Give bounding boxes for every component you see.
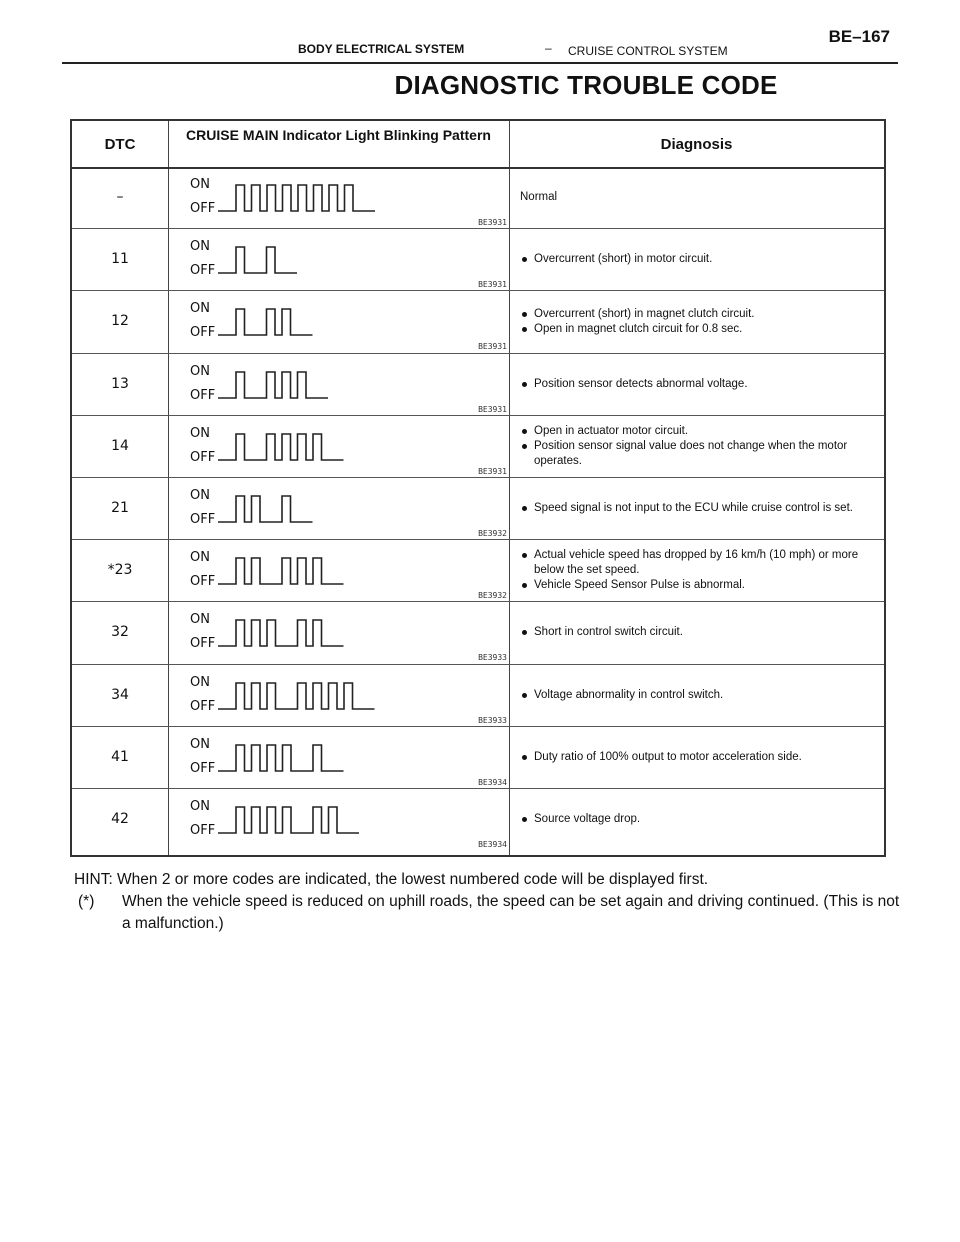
waveform-graphic bbox=[218, 430, 438, 466]
on-label: ON bbox=[190, 550, 210, 566]
figure-code: BE3932 bbox=[478, 591, 507, 601]
off-label: OFF bbox=[190, 760, 216, 776]
dtc-code: 32 bbox=[111, 624, 129, 641]
hint-text: HINT: When 2 or more codes are indicated, the lowest numbered code will be displayed first. bbox=[74, 871, 709, 888]
footnote-mark: (*) bbox=[78, 893, 95, 910]
waveform-line bbox=[218, 620, 344, 646]
on-label: ON bbox=[190, 674, 210, 690]
waveform-graphic bbox=[218, 803, 438, 839]
dtc-table bbox=[70, 119, 886, 857]
figure-code: BE3931 bbox=[478, 342, 507, 352]
dtc-code: 12 bbox=[111, 313, 129, 330]
table-row bbox=[72, 229, 884, 291]
waveform-line bbox=[218, 434, 344, 460]
blinking-pattern bbox=[182, 610, 507, 663]
table-row bbox=[72, 727, 884, 789]
waveform-line bbox=[218, 807, 359, 833]
off-label: OFF bbox=[190, 698, 216, 714]
header-blinking-pattern: CRUISE MAIN Indicator Light Blinking Pattern bbox=[186, 127, 491, 143]
waveform-line bbox=[218, 558, 344, 584]
header-separator: – bbox=[545, 41, 552, 55]
diagnosis-cell bbox=[520, 606, 878, 659]
blinking-pattern bbox=[182, 237, 507, 290]
figure-code: BE3933 bbox=[478, 653, 507, 663]
table-row bbox=[72, 291, 884, 353]
diagnosis-item: Position sensor detects abnormal voltage. bbox=[520, 377, 878, 392]
table-row bbox=[72, 789, 884, 851]
figure-code: BE3932 bbox=[478, 528, 507, 538]
blinking-pattern bbox=[182, 548, 507, 601]
waveform-graphic bbox=[218, 305, 438, 341]
table-row bbox=[72, 665, 884, 727]
table-row bbox=[72, 354, 884, 416]
waveform-graphic bbox=[218, 492, 438, 528]
blinking-pattern bbox=[182, 486, 507, 536]
blinking-pattern bbox=[182, 797, 507, 847]
waveform-line bbox=[218, 185, 375, 211]
diagnosis-item: Actual vehicle speed has dropped by 16 km/h (10 mph) or more below the set speed. bbox=[520, 548, 878, 578]
off-label: OFF bbox=[190, 511, 216, 527]
dtc-code: *23 bbox=[107, 562, 133, 579]
page-header bbox=[62, 24, 898, 64]
footnote-text: When the vehicle speed is reduced on uphill roads, the speed can be set again and driving continued. (This is not a malfunction.) bbox=[122, 893, 900, 932]
on-label: ON bbox=[190, 425, 210, 441]
dtc-code: 14 bbox=[111, 437, 129, 454]
diagnosis-item: Open in actuator motor circuit. bbox=[520, 424, 878, 439]
diagnosis-item: Vehicle Speed Sensor Pulse is abnormal. bbox=[520, 578, 878, 593]
waveform-line bbox=[218, 372, 328, 398]
waveform-graphic bbox=[218, 741, 438, 777]
blinking-pattern bbox=[182, 175, 507, 225]
dtc-code: – bbox=[116, 189, 124, 205]
diagnosis-item: Short in control switch circuit. bbox=[520, 625, 878, 640]
dtc-code: 21 bbox=[111, 499, 129, 516]
off-label: OFF bbox=[190, 449, 216, 465]
blinking-pattern bbox=[182, 735, 507, 785]
figure-code: BE3931 bbox=[478, 466, 507, 476]
blinking-pattern bbox=[182, 673, 507, 723]
off-label: OFF bbox=[190, 201, 216, 216]
table-row bbox=[72, 416, 884, 478]
off-label: OFF bbox=[190, 263, 216, 279]
diagnosis-item: Duty ratio of 100% output to motor acceleration side. bbox=[520, 750, 878, 765]
waveform-graphic bbox=[218, 181, 438, 217]
subsystem-name: CRUISE CONTROL SYSTEM bbox=[568, 44, 728, 58]
figure-code: BE3931 bbox=[478, 280, 507, 290]
on-label: ON bbox=[190, 363, 210, 379]
table-row bbox=[72, 540, 884, 602]
diagnosis-item: Source voltage drop. bbox=[520, 812, 878, 827]
waveform-line bbox=[218, 496, 313, 522]
diagnosis-item: Overcurrent (short) in magnet clutch circuit. bbox=[520, 307, 878, 322]
on-label: ON bbox=[190, 177, 210, 192]
table-row bbox=[72, 602, 884, 664]
system-name: BODY ELECTRICAL SYSTEM bbox=[298, 42, 465, 56]
blinking-pattern bbox=[182, 299, 507, 352]
diagnosis-cell bbox=[520, 420, 878, 473]
header-dtc: DTC bbox=[104, 136, 136, 153]
waveform-graphic bbox=[218, 243, 438, 279]
figure-code: BE3931 bbox=[478, 404, 507, 414]
off-label: OFF bbox=[190, 325, 216, 341]
on-label: ON bbox=[190, 736, 210, 752]
waveform-graphic bbox=[218, 554, 438, 590]
off-label: OFF bbox=[190, 387, 216, 403]
header-diagnosis: Diagnosis bbox=[660, 136, 733, 153]
waveform-graphic bbox=[218, 679, 438, 715]
waveform-line bbox=[218, 309, 313, 335]
diagnosis-cell bbox=[520, 358, 878, 411]
off-label: OFF bbox=[190, 574, 216, 590]
diagnosis-cell bbox=[520, 482, 878, 535]
diagnosis-item: Speed signal is not input to the ECU while cruise control is set. bbox=[520, 501, 878, 516]
diagnosis-item: Position sensor signal value does not change when the motor operates. bbox=[520, 439, 878, 469]
diagnosis-item: Voltage abnormality in control switch. bbox=[520, 688, 878, 703]
diagnosis-text: Normal bbox=[520, 191, 558, 204]
page-number: BE–167 bbox=[828, 27, 890, 46]
waveform-line bbox=[218, 683, 375, 709]
dtc-code: 11 bbox=[111, 251, 129, 268]
waveform-line bbox=[218, 247, 297, 273]
table-body bbox=[72, 167, 884, 855]
off-label: OFF bbox=[190, 636, 216, 652]
dtc-code: 13 bbox=[111, 375, 129, 392]
blinking-pattern bbox=[182, 424, 507, 474]
diagnosis-cell bbox=[520, 171, 878, 224]
diagnosis-item: Open in magnet clutch circuit for 0.8 sec. bbox=[520, 322, 878, 337]
figure-code: BE3933 bbox=[478, 715, 507, 725]
dtc-code: 41 bbox=[111, 748, 129, 765]
page-title: DIAGNOSTIC TROUBLE CODE bbox=[394, 70, 778, 100]
diagnosis-cell bbox=[520, 233, 878, 286]
on-label: ON bbox=[190, 798, 210, 814]
dtc-code: 42 bbox=[111, 810, 129, 827]
diagnosis-cell bbox=[520, 793, 878, 847]
waveform-graphic bbox=[218, 616, 438, 652]
table-row bbox=[72, 167, 884, 229]
waveform-graphic bbox=[218, 368, 438, 404]
off-label: OFF bbox=[190, 822, 216, 838]
blinking-pattern bbox=[182, 362, 507, 412]
dtc-code: 34 bbox=[111, 686, 129, 703]
table-header bbox=[72, 121, 884, 169]
diagnosis-cell bbox=[520, 669, 878, 722]
on-label: ON bbox=[190, 301, 210, 317]
waveform-line bbox=[218, 745, 344, 771]
on-label: ON bbox=[190, 239, 210, 255]
diagnosis-cell bbox=[520, 544, 878, 597]
figure-code: BE3931 bbox=[478, 218, 507, 227]
diagnosis-item: Overcurrent (short) in motor circuit. bbox=[520, 252, 878, 267]
on-label: ON bbox=[190, 612, 210, 628]
diagnosis-cell bbox=[520, 295, 878, 348]
on-label: ON bbox=[190, 487, 210, 503]
figure-code: BE3934 bbox=[478, 839, 507, 849]
diagnosis-cell bbox=[520, 731, 878, 784]
figure-code: BE3934 bbox=[478, 777, 507, 787]
table-row bbox=[72, 478, 884, 540]
